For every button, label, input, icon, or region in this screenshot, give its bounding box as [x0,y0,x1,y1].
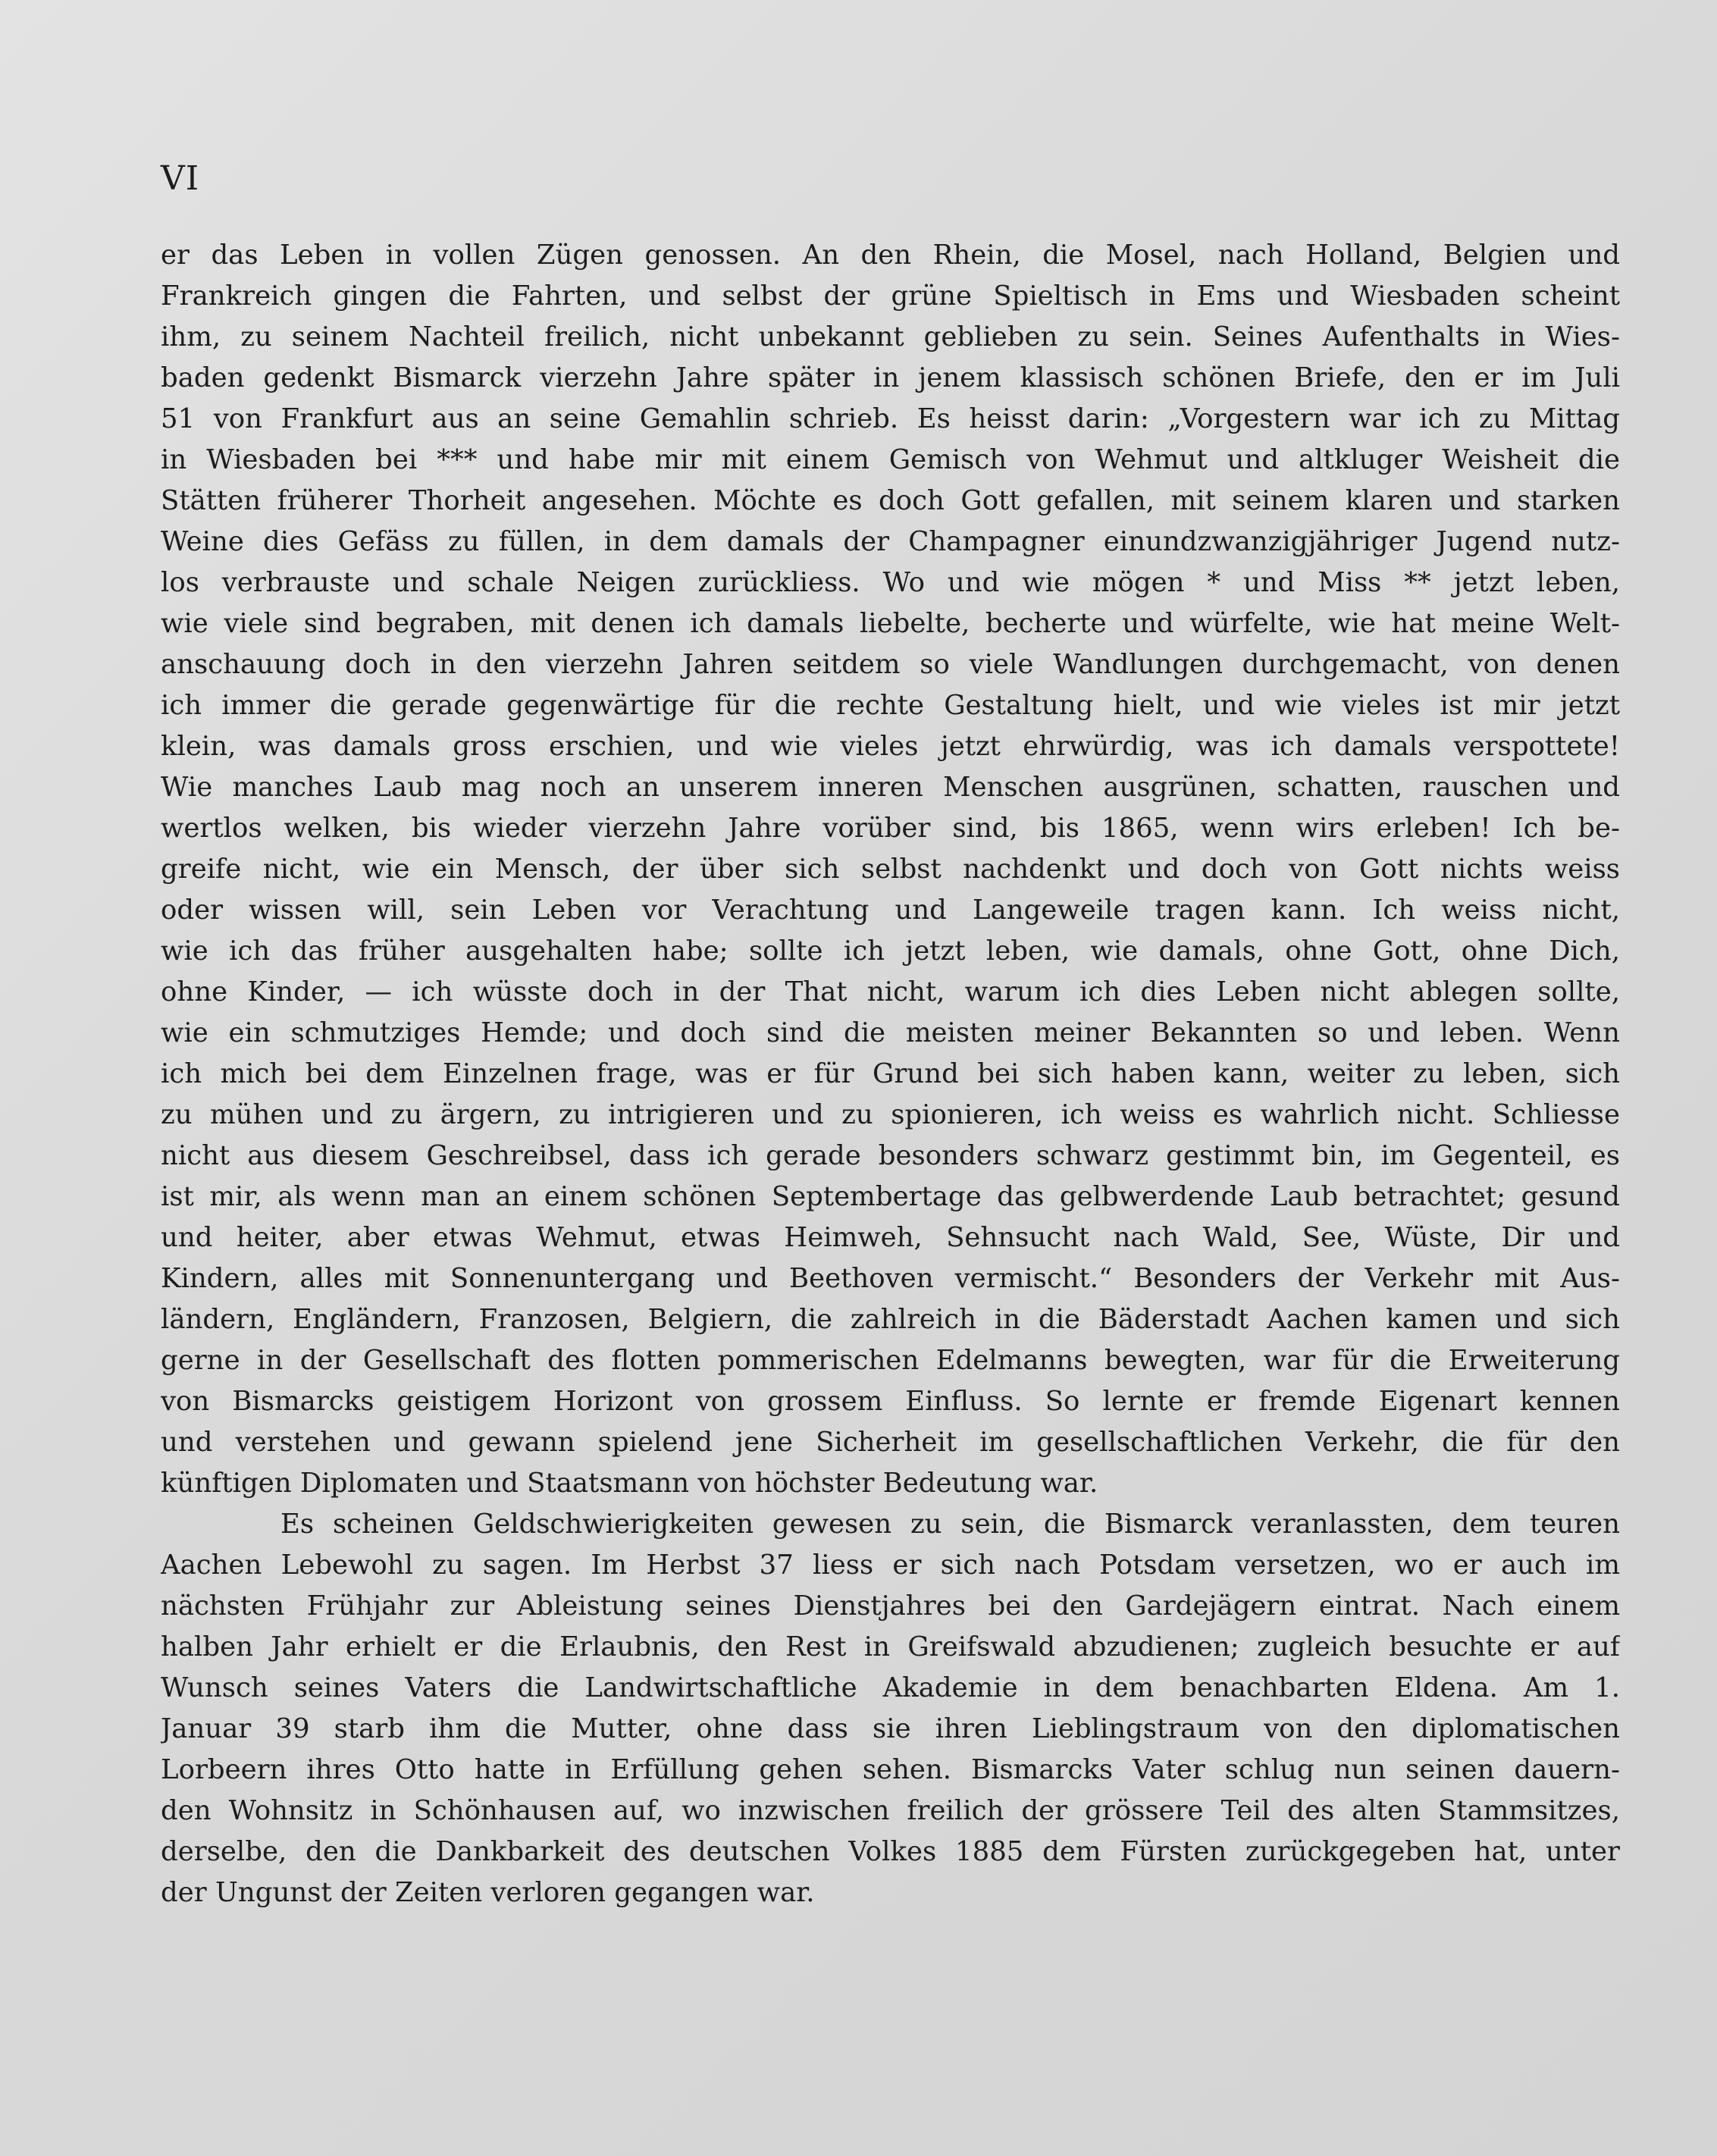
text-line: nicht aus diesem Geschreibsel, dass ich gerade besonders schwarz gestimmt bin, im Gegenteil, es [161,1140,1620,1171]
text-line: los verbrauste und schale Neigen zurückliess. Wo und wie mögen * und Miss ** jetzt leben, [161,567,1620,598]
text-line: den Wohnsitz in Schönhausen auf, wo inzwischen freilich der grössere Teil des alten Stammsitzes, [161,1795,1620,1826]
text-line: Kindern, alles mit Sonnenuntergang und Beethoven vermischt.“ Besonders der Verkehr mit Aus- [161,1263,1620,1294]
text-line: der Ungunst der Zeiten verloren gegangen war. [161,1877,815,1908]
text-line: Weine dies Gefäss zu füllen, in dem damals der Champagner einundzwanzigjähriger Jugend nutz- [161,526,1620,557]
text-line: halben Jahr erhielt er die Erlaubnis, den Rest in Greifswald abzudienen; zugleich besuchte er auf [161,1631,1620,1662]
text-line: ich immer die gerade gegenwärtige für die rechte Gestaltung hielt, und wie vieles ist mir jetzt [161,690,1620,721]
body-text [161,235,1620,1913]
text-line: ohne Kinder, — ich wüsste doch in der That nicht, warum ich dies Leben nicht ablegen sollte, [161,976,1620,1007]
paragraph-2 [161,1504,1620,1913]
text-line: wie ein schmutziges Hemde; und doch sind die meisten meiner Bekannten so und leben. Wenn [161,1017,1620,1048]
text-line: und verstehen und gewann spielend jene Sicherheit im gesellschaftlichen Verkehr, die für den [161,1427,1620,1458]
text-line: Wunsch seines Vaters die Landwirtschaftliche Akademie in dem benachbarten Eldena. Am 1. [161,1672,1620,1703]
text-line: ihm, zu seinem Nachteil freilich, nicht unbekannt geblieben zu sein. Seines Aufenthalts in Wies- [161,321,1620,353]
text-line: Aachen Lebewohl zu sagen. Im Herbst 37 liess er sich nach Potsdam versetzen, wo er auch im [161,1550,1620,1581]
text-line: und heiter, aber etwas Wehmut, etwas Heimweh, Sehnsucht nach Wald, See, Wüste, Dir und [161,1222,1620,1253]
text-line: Es scheinen Geldschwierigkeiten gewesen zu sein, die Bismarck veranlassten, dem teuren [280,1509,1620,1540]
text-line: in Wiesbaden bei *** und habe mir mit einem Gemisch von Wehmut und altkluger Weisheit die [161,444,1620,475]
text-line: ländern, Engländern, Franzosen, Belgiern, die zahlreich in die Bäderstadt Aachen kamen und sich [161,1304,1620,1335]
text-line: nächsten Frühjahr zur Ableistung seines Dienstjahres bei den Gardejägern eintrat. Nach einem [161,1590,1620,1622]
paragraph-1 [161,235,1620,1504]
text-line: 51 von Frankfurt aus an seine Gemahlin schrieb. Es heisst darin: „Vorgestern war ich zu Mittag [161,403,1620,434]
text-line: wertlos welken, bis wieder vierzehn Jahre vorüber sind, bis 1865, wenn wirs erleben! Ich be- [161,813,1620,844]
text-line: zu mühen und zu ärgern, zu intrigieren und zu spionieren, ich weiss es wahrlich nicht. Schliesse [161,1099,1620,1130]
page-number: VI [161,159,200,198]
text-line: Januar 39 starb ihm die Mutter, ohne dass sie ihren Lieblingstraum von den diplomatischen [161,1713,1620,1744]
text-line: ich mich bei dem Einzelnen frage, was er für Grund bei sich haben kann, weiter zu leben, sich [161,1058,1620,1089]
text-line: Lorbeern ihres Otto hatte in Erfüllung gehen sehen. Bismarcks Vater schlug nun seinen dauern- [161,1754,1620,1785]
text-line: oder wissen will, sein Leben vor Verachtung und Langeweile tragen kann. Ich weiss nicht, [161,895,1620,926]
text-line: Wie manches Laub mag noch an unserem inneren Menschen ausgrünen, schatten, rauschen und [161,772,1620,803]
text-line: wie viele sind begraben, mit denen ich damals liebelte, becherte und würfelte, wie hat meine Welt- [161,608,1620,639]
text-line: ist mir, als wenn man an einem schönen Septembertage das gelbwerdende Laub betrachtet; gesund [161,1181,1620,1212]
text-line: Stätten früherer Thorheit angesehen. Möchte es doch Gott gefallen, mit seinem klaren und starken [161,485,1620,516]
text-line: greife nicht, wie ein Mensch, der über sich selbst nachdenkt und doch von Gott nichts weiss [161,854,1620,885]
text-line: künftigen Diplomaten und Staatsmann von höchster Bedeutung war. [161,1468,1098,1499]
text-line: baden gedenkt Bismarck vierzehn Jahre später in jenem klassisch schönen Briefe, den er im Juli [161,362,1620,393]
text-line: klein, was damals gross erschien, und wie vieles jetzt ehrwürdig, was ich damals verspottete! [161,731,1620,762]
text-line: von Bismarcks geistigem Horizont von grossem Einfluss. So lernte er fremde Eigenart kennen [161,1386,1620,1417]
text-line: Frankreich gingen die Fahrten, und selbst der grüne Spieltisch in Ems und Wiesbaden scheint [161,280,1620,312]
text-line: derselbe, den die Dankbarkeit des deutschen Volkes 1885 dem Fürsten zurückgegeben hat, unter [161,1836,1620,1867]
text-line: gerne in der Gesellschaft des flotten pommerischen Edelmanns bewegten, war für die Erweiterung [161,1345,1620,1376]
text-line: er das Leben in vollen Zügen genossen. An den Rhein, die Mosel, nach Holland, Belgien und [161,240,1620,271]
text-line: anschauung doch in den vierzehn Jahren seitdem so viele Wandlungen durchgemacht, von denen [161,649,1620,680]
text-line: wie ich das früher ausgehalten habe; sollte ich jetzt leben, wie damals, ohne Gott, ohne Dich, [161,935,1620,967]
